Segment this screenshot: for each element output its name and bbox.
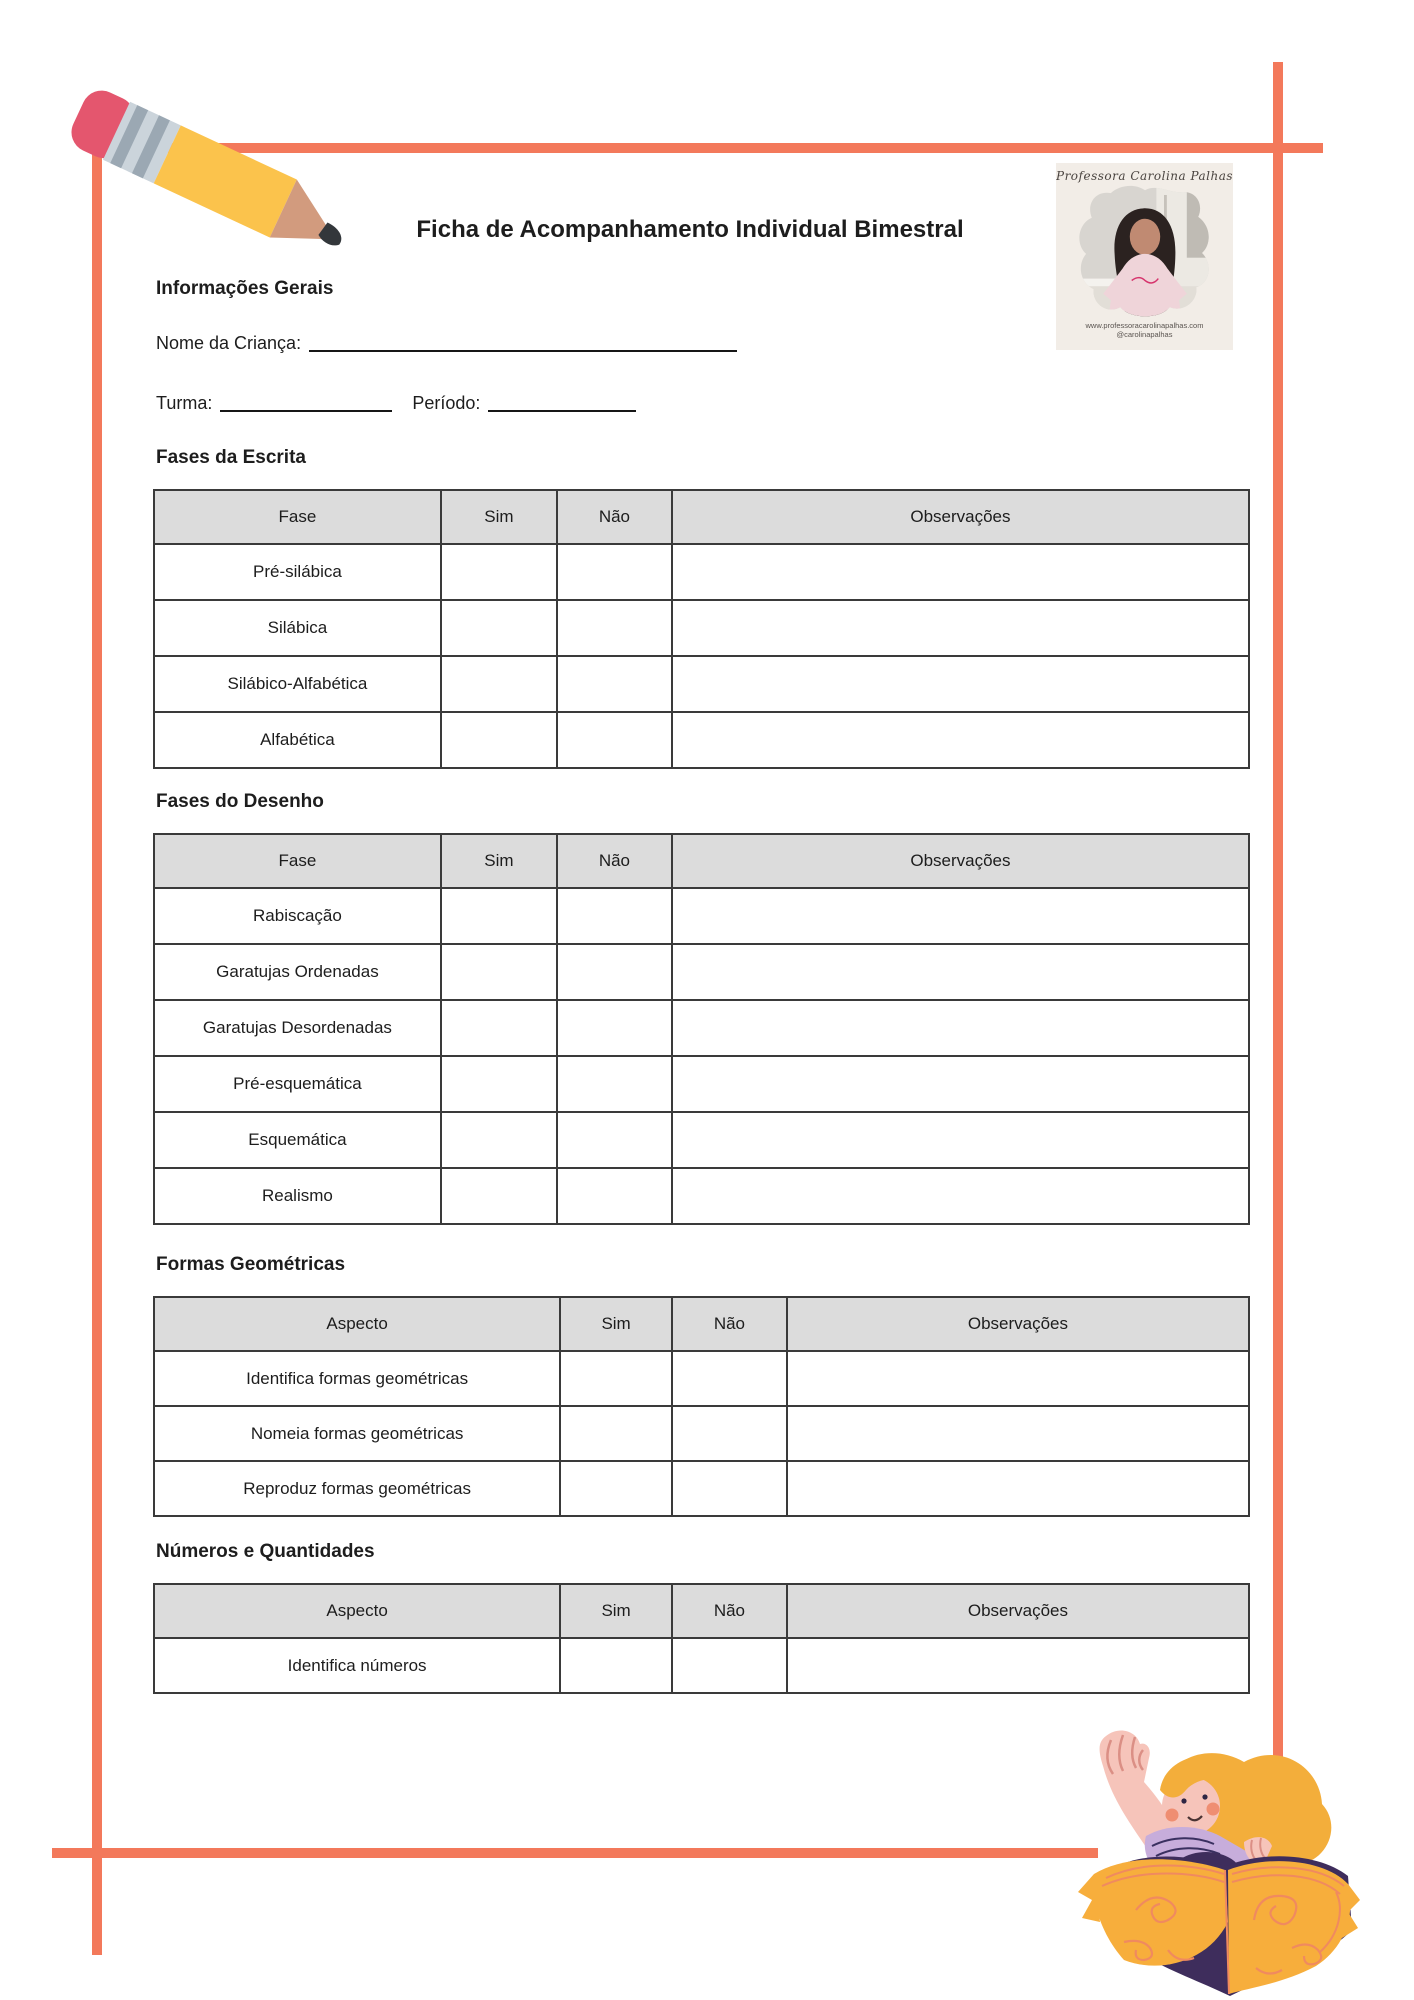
sim-cell[interactable] (560, 1461, 672, 1516)
column-header-sim: Sim (560, 1584, 672, 1638)
row-label: Pré-esquemática (154, 1056, 441, 1112)
name-label: Nome da Criança: (156, 333, 302, 353)
observacoes-cell[interactable] (672, 712, 1249, 768)
table-formas-geometricas (153, 1296, 1250, 1517)
column-header-sim: Sim (441, 490, 557, 544)
nao-cell[interactable] (557, 1112, 672, 1168)
sim-cell[interactable] (560, 1351, 672, 1406)
teacher-photo (1069, 185, 1221, 319)
girl-reading-book-illustration (1048, 1724, 1414, 2000)
nao-cell[interactable] (557, 888, 672, 944)
column-header-fase: Fase (154, 490, 441, 544)
sim-cell[interactable] (441, 888, 557, 944)
column-header-fase: Fase (154, 834, 441, 888)
table-numeros-e-quantidades (153, 1583, 1250, 1694)
observacoes-cell[interactable] (672, 544, 1249, 600)
table-row (154, 888, 1249, 944)
pencil-icon (62, 78, 402, 278)
column-header-observacoes: Observações (672, 834, 1249, 888)
row-label: Garatujas Desordenadas (154, 1000, 441, 1056)
table-row (154, 712, 1249, 768)
observacoes-cell[interactable] (672, 1112, 1249, 1168)
row-label: Pré-silábica (154, 544, 441, 600)
table-row (154, 1056, 1249, 1112)
row-label: Rabiscação (154, 888, 441, 944)
observacoes-cell[interactable] (672, 1056, 1249, 1112)
nao-cell[interactable] (557, 1056, 672, 1112)
table-row (154, 1351, 1249, 1406)
nao-cell[interactable] (557, 544, 672, 600)
nao-cell[interactable] (557, 600, 672, 656)
nao-cell[interactable] (557, 1000, 672, 1056)
column-header-observacoes: Observações (672, 490, 1249, 544)
badge-handle: @carolinapalhas (1116, 330, 1173, 339)
column-header-nao: Não (557, 490, 672, 544)
heading-formas-geometricas: Formas Geométricas (156, 1254, 346, 1275)
period-fill-line[interactable] (488, 396, 636, 412)
sim-cell[interactable] (441, 1168, 557, 1224)
class-fill-line[interactable] (220, 396, 392, 412)
table-row (154, 1461, 1249, 1516)
frame-line-right (1273, 62, 1283, 1955)
sim-cell[interactable] (560, 1638, 672, 1693)
sim-cell[interactable] (441, 712, 557, 768)
heading-numeros-e-quantidades: Números e Quantidades (156, 1541, 375, 1562)
observacoes-cell[interactable] (787, 1638, 1249, 1693)
heading-fases-da-escrita: Fases da Escrita (156, 447, 306, 468)
nao-cell[interactable] (672, 1351, 787, 1406)
column-header-observacoes: Observações (787, 1584, 1249, 1638)
row-label: Identifica formas geométricas (154, 1351, 560, 1406)
row-label: Nomeia formas geométricas (154, 1406, 560, 1461)
row-label: Reproduz formas geométricas (154, 1461, 560, 1516)
frame-line-top (92, 143, 1323, 153)
sim-cell[interactable] (441, 656, 557, 712)
page-title: Ficha de Acompanhamento Individual Bimestral (416, 216, 964, 243)
nao-cell[interactable] (672, 1406, 787, 1461)
sim-cell[interactable] (441, 1112, 557, 1168)
row-label: Esquemática (154, 1112, 441, 1168)
table-row (154, 656, 1249, 712)
observacoes-cell[interactable] (787, 1461, 1249, 1516)
table-fases-da-escrita (153, 489, 1250, 769)
row-label: Silábica (154, 600, 441, 656)
table-row (154, 1112, 1249, 1168)
table-row (154, 944, 1249, 1000)
nao-cell[interactable] (557, 712, 672, 768)
table-row (154, 544, 1249, 600)
observacoes-cell[interactable] (672, 1000, 1249, 1056)
teacher-photo-badge (1056, 163, 1233, 350)
badge-heading: Professora Carolina Palhas (1056, 169, 1233, 183)
frame-line-left (92, 143, 102, 1955)
column-header-sim: Sim (560, 1297, 672, 1351)
table-row (154, 1168, 1249, 1224)
table-row (154, 600, 1249, 656)
sim-cell[interactable] (560, 1406, 672, 1461)
sim-cell[interactable] (441, 944, 557, 1000)
heading-fases-do-desenho: Fases do Desenho (156, 791, 324, 812)
observacoes-cell[interactable] (672, 1168, 1249, 1224)
row-label: Realismo (154, 1168, 441, 1224)
sim-cell[interactable] (441, 1000, 557, 1056)
observacoes-cell[interactable] (672, 600, 1249, 656)
table-row (154, 1406, 1249, 1461)
observacoes-cell[interactable] (672, 656, 1249, 712)
observacoes-cell[interactable] (787, 1351, 1249, 1406)
row-label: Alfabética (154, 712, 441, 768)
period-label: Período: (412, 393, 481, 413)
observacoes-cell[interactable] (787, 1406, 1249, 1461)
badge-website: www.professoracarolinapalhas.com (1085, 321, 1204, 330)
observacoes-cell[interactable] (672, 944, 1249, 1000)
column-header-nao: Não (672, 1584, 787, 1638)
heading-informacoes-gerais: Informações Gerais (156, 278, 334, 299)
sim-cell[interactable] (441, 1056, 557, 1112)
column-header-sim: Sim (441, 834, 557, 888)
class-period-row (156, 393, 636, 414)
name-fill-line[interactable] (309, 336, 737, 352)
row-label: Identifica números (154, 1638, 560, 1693)
observacoes-cell[interactable] (672, 888, 1249, 944)
table-row (154, 1000, 1249, 1056)
name-row (156, 333, 737, 354)
column-header-nao: Não (557, 834, 672, 888)
class-label: Turma: (156, 393, 213, 413)
column-header-nao: Não (672, 1297, 787, 1351)
frame-line-bottom (52, 1848, 1098, 1858)
column-header-aspecto: Aspecto (154, 1297, 560, 1351)
column-header-observacoes: Observações (787, 1297, 1249, 1351)
nao-cell[interactable] (557, 944, 672, 1000)
table-fases-do-desenho (153, 833, 1250, 1225)
sim-cell[interactable] (441, 544, 557, 600)
table-row (154, 1638, 1249, 1693)
nao-cell[interactable] (672, 1461, 787, 1516)
column-header-aspecto: Aspecto (154, 1584, 560, 1638)
nao-cell[interactable] (672, 1638, 787, 1693)
row-label: Silábico-Alfabética (154, 656, 441, 712)
nao-cell[interactable] (557, 1168, 672, 1224)
sim-cell[interactable] (441, 600, 557, 656)
nao-cell[interactable] (557, 656, 672, 712)
row-label: Garatujas Ordenadas (154, 944, 441, 1000)
